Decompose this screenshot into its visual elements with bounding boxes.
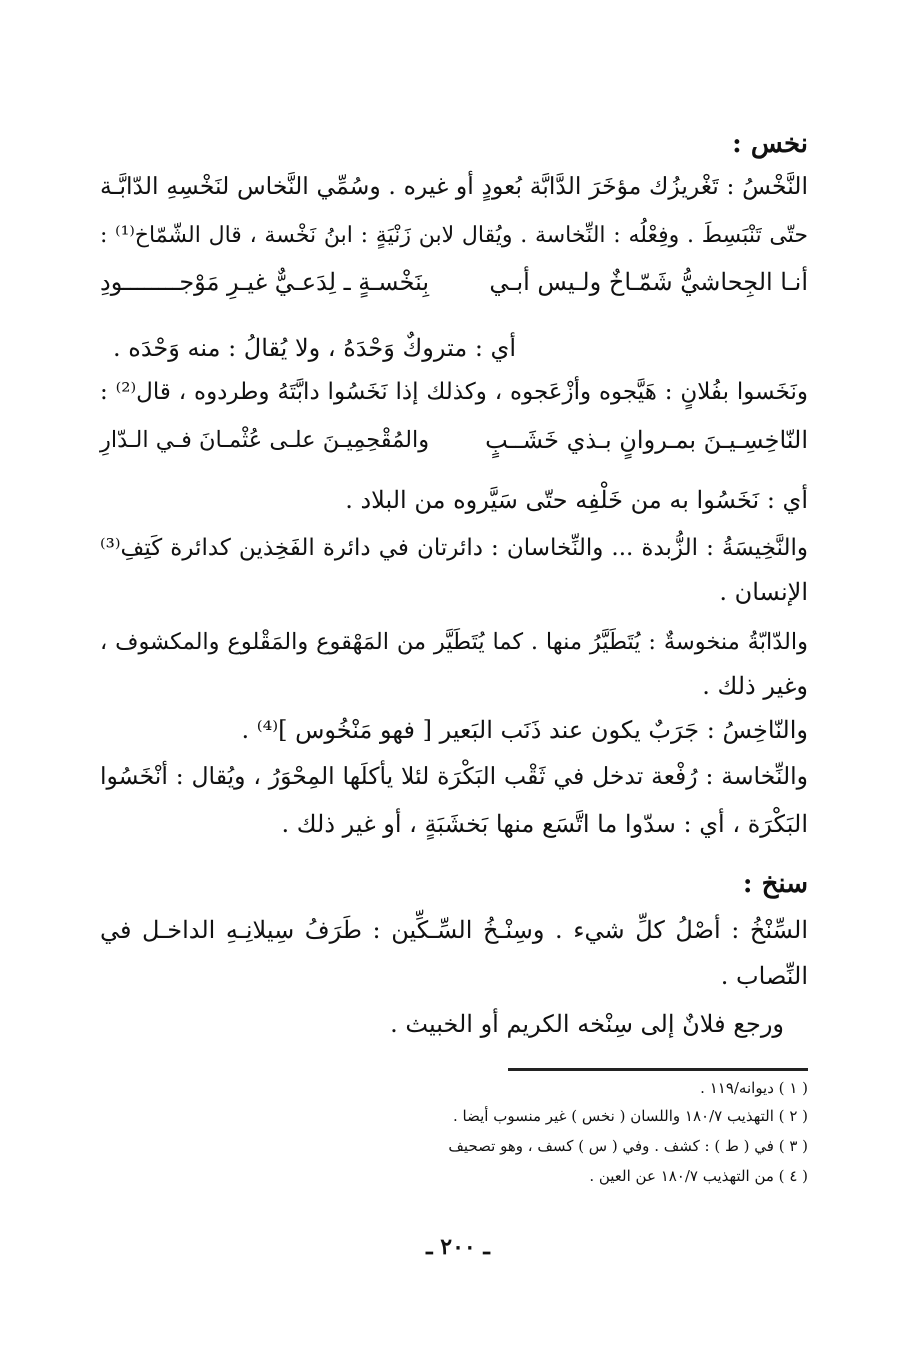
- text-line: ورجع فلانٌ إلى سِنْخه الكريم أو الخبيث .: [390, 1010, 784, 1038]
- text-line: أي : نَخَسُوا به من خَلْفِه حتّى سَيَّروه من البلاد .: [345, 486, 808, 514]
- entry-heading-nakhs: نخس :: [732, 129, 808, 159]
- verse-hemistich-right: أنـا الجِحاشيُّ شَمّـاخٌ ولـيس أبـي: [489, 268, 808, 296]
- text-line: الإنسان .: [719, 578, 808, 606]
- text-line: والنّاخِسُ : جَرَبٌ يكون عند ذَنَب البَعير [ فهو مَنْخُوس ]⁽⁴⁾ .: [241, 716, 808, 744]
- text-line: ونَخَسوا بفُلانٍ : هَيَّجوه وأزْعَجوه ، وكذلك إذا نَخَسُوا دابَّتَهُ وطردوه ، قال⁽²⁾ :: [100, 379, 808, 405]
- footnote: ( ٤ ) من التهذيب ١٨٠/٧ عن العين .: [589, 1167, 808, 1185]
- text-line: وغير ذلك .: [702, 672, 808, 700]
- text-line: والنَّخِيسَةُ : الزُّبدة ... والنِّخاسان : دائرتان في دائرة الفَخِذين كدائرة كَتِفِ⁽³⁾: [100, 535, 808, 561]
- entry-heading-sinkh: سنخ :: [742, 869, 808, 899]
- text-line: والنِّخاسة : رُفْعة تدخل في ثَقْب البَكْرَة لئلا يأكلَها المِحْوَرُ ، ويُقال : أنْخَسُوا: [100, 762, 808, 790]
- text-line: النَّخْسُ : تَغْريزُك مؤخَرَ الدَّابَّة بُعودٍ أو غيره . وسُمِّي النَّخاس لنَخْسِهِ الدّابَّـة: [100, 172, 808, 200]
- footnote-divider: [508, 1068, 808, 1071]
- verse-line: [100, 420, 808, 460]
- text-line: البَكْرَة ، أي : سدّوا ما اتَّسَع منها بَخشَبَةٍ ، أو غير ذلك .: [281, 810, 808, 838]
- verse-line: [100, 262, 808, 302]
- text-line: والدّابّةُ منخوسةٌ : يُتَطَيَّرُ منها . كما يُتَطَيَّر من المَهْقوع والمَقْلوع والمكشوف ،: [100, 629, 808, 655]
- text-line: أي : متروكٌ وَحْدَهُ ، ولا يُقالُ : منه وَحْدَه .: [112, 334, 516, 362]
- footnote: ( ٢ ) التهذيب ١٨٠/٧ واللسان ( نخس ) غير منسوب أيضا .: [453, 1107, 808, 1125]
- text-line: حتّى تَنْبَسِطَ . وفِعْلُه : النِّخاسة . ويُقال لابن زَنْيَةٍ : ابنُ نَخْسة ، قال الشّمّاخ⁽¹⁾ :: [100, 223, 809, 248]
- footnote: ( ١ ) ديوانه/١١٩ .: [700, 1079, 808, 1097]
- verse-hemistich-left: والمُقْحِمِيـنَ علـى عُثْمـانَ فـي الـدّارِ: [100, 427, 430, 453]
- footnote: ( ٣ ) في ( ط ) : كشف . وفي ( س ) كسف ، وهو تصحيف: [448, 1137, 808, 1155]
- page-number: ـ ٢٠٠ ـ: [426, 1234, 490, 1260]
- verse-hemistich-left: بِنَخْسـةٍ ـ لِدَعـيٌّ غيـرِ مَوْجــــــــودِ: [100, 268, 430, 296]
- text-line: السِّنْخُ : أصْلُ كلِّ شيء . وسِنْـخُ السِّـكِّين : طَرَفُ سِيلانِـهِ الداخـل في: [100, 916, 808, 944]
- text-line: النِّصاب .: [720, 962, 808, 990]
- verse-hemistich-right: النّاخِسِـيـنَ بمـروانٍ بـذي خَشَــبٍ: [485, 426, 808, 454]
